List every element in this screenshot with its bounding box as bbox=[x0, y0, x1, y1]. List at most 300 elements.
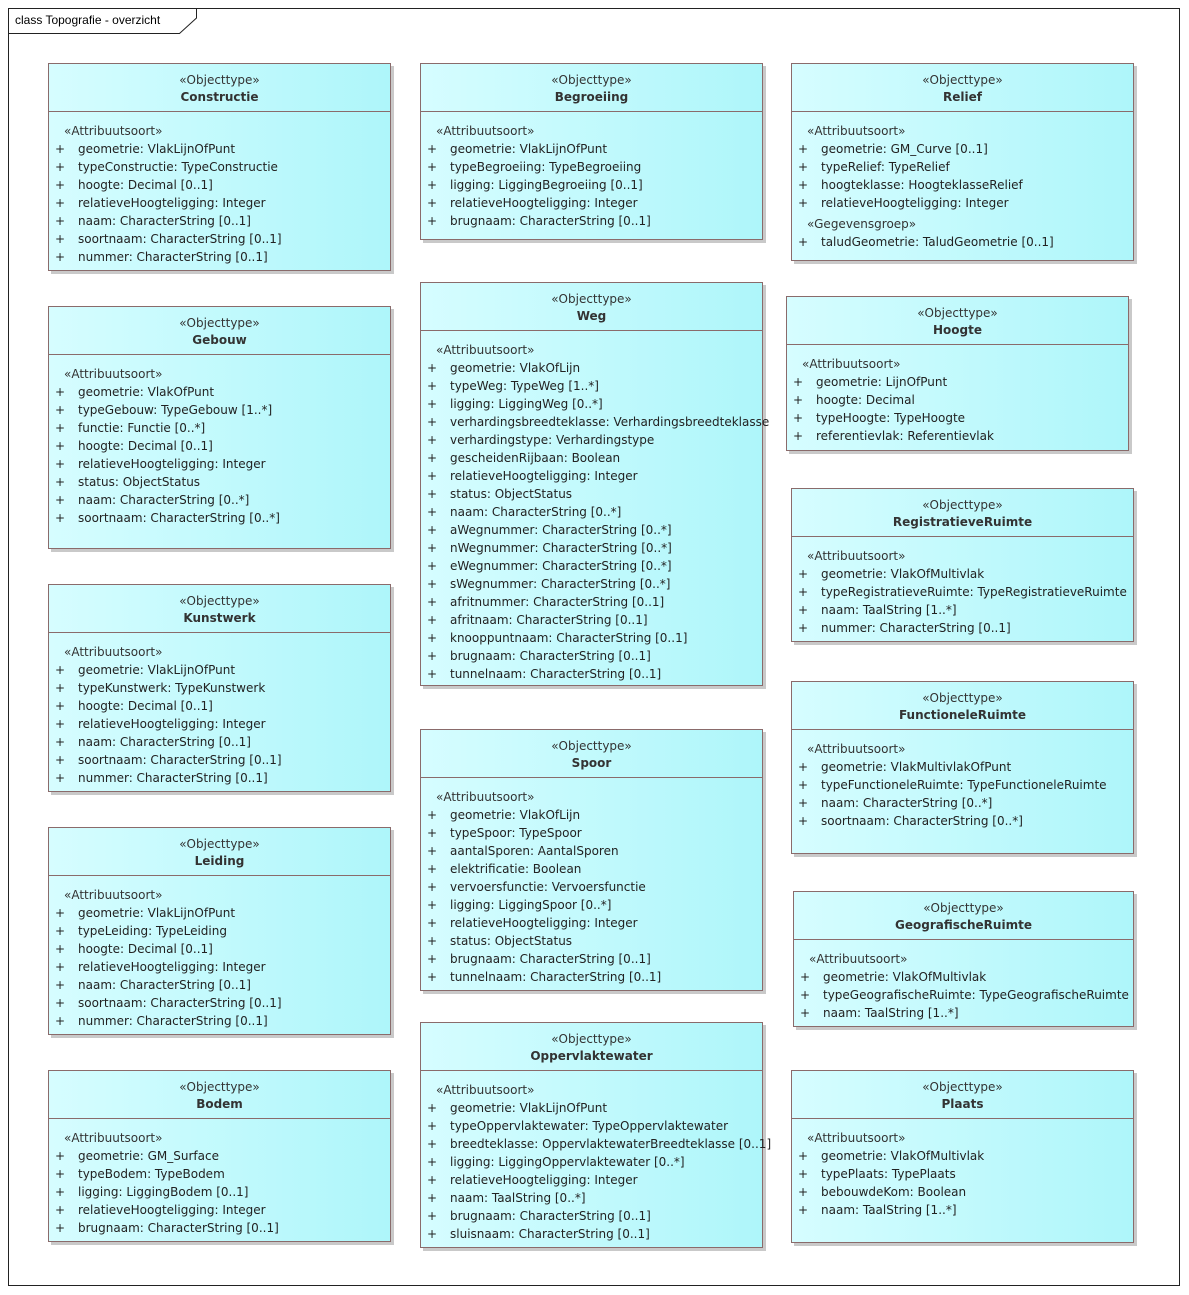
visibility-marker: + bbox=[798, 621, 809, 635]
visibility-marker: + bbox=[427, 559, 438, 573]
visibility-marker: + bbox=[427, 898, 438, 912]
attribute-row bbox=[787, 427, 1128, 445]
visibility-marker: + bbox=[55, 1221, 66, 1235]
visibility-marker: + bbox=[427, 379, 438, 393]
visibility-marker: + bbox=[427, 1191, 438, 1205]
visibility-marker: + bbox=[55, 511, 66, 525]
attribute-row bbox=[421, 1207, 762, 1225]
visibility-marker: + bbox=[427, 433, 438, 447]
attribute-row bbox=[421, 914, 762, 932]
visibility-marker: + bbox=[427, 667, 438, 681]
attribute-row bbox=[792, 233, 1133, 251]
attribute-group-label: «Gegevensgroep» bbox=[807, 217, 917, 231]
visibility-marker: + bbox=[427, 505, 438, 519]
attribute-text: hoogte: Decimal [0..1] bbox=[78, 942, 213, 956]
class-header bbox=[792, 64, 1133, 112]
attribute-text: verhardingsbreedteklasse: Verhardingsbreedteklasse bbox=[450, 415, 770, 429]
diagram-title: class Topografie - overzicht bbox=[15, 13, 161, 27]
attribute-row bbox=[792, 794, 1133, 812]
visibility-marker: + bbox=[427, 1101, 438, 1115]
attribute-row bbox=[421, 413, 770, 431]
visibility-marker: + bbox=[55, 160, 66, 174]
visibility-marker: + bbox=[793, 393, 804, 407]
attribute-row bbox=[49, 661, 390, 679]
attribute-row bbox=[421, 806, 762, 824]
visibility-marker: + bbox=[427, 469, 438, 483]
visibility-marker: + bbox=[55, 717, 66, 731]
attribute-text: geometrie: VlakOfMultivlak bbox=[821, 1149, 985, 1163]
visibility-marker: + bbox=[427, 862, 438, 876]
attribute-row bbox=[49, 176, 390, 194]
stereotype-label: «Objecttype» bbox=[551, 73, 632, 87]
attribute-text: nummer: CharacterString [0..1] bbox=[821, 621, 1011, 635]
attribute-text: breedteklasse: OppervlaktewaterBreedteklasse [0..1] bbox=[450, 1137, 772, 1151]
attribute-text: ligging: LiggingWeg [0..*] bbox=[450, 397, 603, 411]
visibility-marker: + bbox=[798, 1185, 809, 1199]
attribute-group-label: «Attribuutsoort» bbox=[64, 367, 163, 381]
attribute-row bbox=[49, 194, 390, 212]
attribute-compartment bbox=[794, 940, 1133, 1022]
attribute-text: typeFunctioneleRuimte: TypeFunctioneleRuimte bbox=[821, 778, 1107, 792]
attribute-row bbox=[49, 248, 390, 266]
attribute-row bbox=[421, 158, 762, 176]
attribute-row bbox=[49, 751, 390, 769]
attribute-text: soortnaam: CharacterString [0..*] bbox=[821, 814, 1023, 828]
stereotype-label: «Objecttype» bbox=[179, 73, 260, 87]
class-name: Kunstwerk bbox=[183, 611, 256, 625]
class-name: Plaats bbox=[941, 1097, 984, 1111]
attribute-compartment bbox=[49, 633, 390, 787]
visibility-marker: + bbox=[55, 232, 66, 246]
attribute-text: typeRelief: TypeRelief bbox=[821, 160, 950, 174]
attribute-compartment bbox=[49, 355, 390, 527]
visibility-marker: + bbox=[55, 753, 66, 767]
attribute-row bbox=[421, 878, 762, 896]
class-geografische-ruimte[interactable] bbox=[793, 891, 1134, 1027]
stereotype-label: «Objecttype» bbox=[179, 1080, 260, 1094]
attribute-row bbox=[421, 1099, 762, 1117]
attribute-row bbox=[49, 437, 390, 455]
attribute-row bbox=[787, 373, 1128, 391]
visibility-marker: + bbox=[55, 142, 66, 156]
attribute-row bbox=[421, 1225, 762, 1243]
visibility-marker: + bbox=[427, 1155, 438, 1169]
attribute-compartment bbox=[421, 112, 762, 230]
visibility-marker: + bbox=[55, 439, 66, 453]
attribute-text: hoogte: Decimal bbox=[816, 393, 915, 407]
visibility-marker: + bbox=[55, 663, 66, 677]
attribute-row bbox=[49, 401, 390, 419]
attribute-text: status: ObjectStatus bbox=[78, 475, 201, 489]
attribute-text: geometrie: VlakLijnOfPunt bbox=[450, 142, 608, 156]
attribute-row bbox=[49, 383, 390, 401]
attribute-row bbox=[49, 697, 390, 715]
attribute-text: naam: TaalString [1..*] bbox=[821, 1203, 957, 1217]
class-header bbox=[792, 1071, 1133, 1119]
class-kunstwerk[interactable] bbox=[48, 584, 391, 792]
attribute-row bbox=[421, 521, 762, 539]
attribute-text: naam: TaalString [1..*] bbox=[821, 603, 957, 617]
attribute-row bbox=[794, 1004, 1133, 1022]
attribute-compartment bbox=[421, 1071, 772, 1243]
class-name: Bodem bbox=[196, 1097, 243, 1111]
attribute-text: relatieveHoogteligging: Integer bbox=[78, 960, 266, 974]
class-constructie[interactable] bbox=[48, 63, 391, 271]
attribute-compartment bbox=[792, 537, 1133, 637]
visibility-marker: + bbox=[793, 411, 804, 425]
visibility-marker: + bbox=[798, 178, 809, 192]
visibility-marker: + bbox=[55, 1149, 66, 1163]
visibility-marker: + bbox=[55, 924, 66, 938]
attribute-text: naam: CharacterString [0..1] bbox=[78, 214, 251, 228]
attribute-text: relatieveHoogteligging: Integer bbox=[450, 916, 638, 930]
attribute-row bbox=[421, 467, 762, 485]
attribute-row bbox=[421, 359, 762, 377]
attribute-text: geometrie: VlakLijnOfPunt bbox=[78, 142, 236, 156]
visibility-marker: + bbox=[427, 1119, 438, 1133]
attribute-row bbox=[421, 449, 762, 467]
attribute-text: naam: TaalString [0..*] bbox=[450, 1191, 586, 1205]
visibility-marker: + bbox=[427, 142, 438, 156]
attribute-text: typeGebouw: TypeGebouw [1..*] bbox=[78, 403, 273, 417]
attribute-row bbox=[49, 158, 390, 176]
attribute-text: geometrie: VlakMultivlakOfPunt bbox=[821, 760, 1012, 774]
visibility-marker: + bbox=[427, 487, 438, 501]
attribute-text: geometrie: VlakLijnOfPunt bbox=[78, 663, 236, 677]
attribute-row bbox=[49, 1012, 390, 1030]
attribute-text: relatieveHoogteligging: Integer bbox=[450, 196, 638, 210]
class-name: Hoogte bbox=[933, 323, 982, 337]
stereotype-label: «Objecttype» bbox=[551, 739, 632, 753]
attribute-compartment bbox=[421, 331, 770, 683]
attribute-text: relatieveHoogteligging: Integer bbox=[450, 469, 638, 483]
attribute-text: nWegnummer: CharacterString [0..*] bbox=[450, 541, 672, 555]
visibility-marker: + bbox=[798, 160, 809, 174]
attribute-text: typeLeiding: TypeLeiding bbox=[78, 924, 227, 938]
visibility-marker: + bbox=[55, 214, 66, 228]
attribute-text: geometrie: GM_Surface bbox=[78, 1149, 219, 1163]
stereotype-label: «Objecttype» bbox=[179, 837, 260, 851]
class-begroeiing[interactable] bbox=[420, 63, 763, 240]
visibility-marker: + bbox=[55, 1167, 66, 1181]
visibility-marker: + bbox=[427, 1173, 438, 1187]
attribute-row bbox=[421, 968, 762, 986]
attribute-row bbox=[792, 1147, 1133, 1165]
attribute-text: naam: CharacterString [0..*] bbox=[78, 493, 250, 507]
attribute-row bbox=[421, 503, 762, 521]
attribute-text: hoogte: Decimal [0..1] bbox=[78, 439, 213, 453]
attribute-row bbox=[794, 968, 1133, 986]
attribute-row bbox=[421, 140, 762, 158]
class-name: FunctioneleRuimte bbox=[898, 708, 1027, 722]
visibility-marker: + bbox=[427, 451, 438, 465]
attribute-row bbox=[421, 176, 762, 194]
visibility-marker: + bbox=[427, 415, 438, 429]
attribute-row bbox=[421, 377, 762, 395]
attribute-text: soortnaam: CharacterString [0..*] bbox=[78, 511, 280, 525]
visibility-marker: + bbox=[798, 567, 809, 581]
attribute-row bbox=[49, 230, 390, 248]
attribute-compartment bbox=[49, 112, 390, 266]
visibility-marker: + bbox=[427, 361, 438, 375]
attribute-text: nummer: CharacterString [0..1] bbox=[78, 1014, 268, 1028]
attribute-text: sluisnaam: CharacterString [0..1] bbox=[450, 1227, 650, 1241]
attribute-row bbox=[421, 431, 762, 449]
attribute-text: geometrie: LijnOfPunt bbox=[816, 375, 948, 389]
class-header bbox=[49, 64, 390, 112]
class-header bbox=[792, 682, 1133, 730]
attribute-text: naam: CharacterString [0..1] bbox=[78, 735, 251, 749]
class-header bbox=[792, 489, 1133, 537]
attribute-compartment bbox=[49, 1119, 390, 1237]
attribute-row bbox=[49, 1201, 390, 1219]
attribute-row bbox=[49, 419, 390, 437]
attribute-text: geometrie: VlakOfLijn bbox=[450, 361, 581, 375]
attribute-text: typeConstructie: TypeConstructie bbox=[78, 160, 278, 174]
attribute-row bbox=[49, 140, 390, 158]
visibility-marker: + bbox=[55, 475, 66, 489]
visibility-marker: + bbox=[55, 978, 66, 992]
attribute-row bbox=[49, 976, 390, 994]
visibility-marker: + bbox=[427, 397, 438, 411]
class-leiding[interactable] bbox=[48, 827, 391, 1035]
class-name: Gebouw bbox=[192, 333, 247, 347]
attribute-compartment bbox=[421, 778, 762, 986]
attribute-row bbox=[792, 1201, 1133, 1219]
attribute-text: typeGeografischeRuimte: TypeGeografischeRuimte bbox=[823, 988, 1129, 1002]
visibility-marker: + bbox=[55, 493, 66, 507]
attribute-text: typeRegistratieveRuimte: TypeRegistratieveRuimte bbox=[821, 585, 1127, 599]
attribute-compartment bbox=[792, 1119, 1133, 1219]
attribute-text: aWegnummer: CharacterString [0..*] bbox=[450, 523, 672, 537]
attribute-text: ligging: LiggingBegroeiing [0..1] bbox=[450, 178, 643, 192]
attribute-text: typeKunstwerk: TypeKunstwerk bbox=[78, 681, 266, 695]
attribute-row bbox=[792, 776, 1133, 794]
attribute-text: typeBodem: TypeBodem bbox=[78, 1167, 225, 1181]
attribute-text: referentievlak: Referentievlak bbox=[816, 429, 994, 443]
visibility-marker: + bbox=[800, 988, 811, 1002]
visibility-marker: + bbox=[427, 577, 438, 591]
attribute-row bbox=[49, 994, 390, 1012]
visibility-marker: + bbox=[427, 214, 438, 228]
class-name: Constructie bbox=[180, 90, 259, 104]
visibility-marker: + bbox=[798, 235, 809, 249]
visibility-marker: + bbox=[427, 649, 438, 663]
attribute-row bbox=[49, 1183, 390, 1201]
attribute-group-label: «Attribuutsoort» bbox=[436, 124, 535, 138]
attribute-row bbox=[49, 940, 390, 958]
class-oppervlaktewater[interactable] bbox=[420, 1022, 772, 1248]
attribute-row bbox=[49, 922, 390, 940]
attribute-text: ligging: LiggingOppervlaktewater [0..*] bbox=[450, 1155, 685, 1169]
attribute-text: typePlaats: TypePlaats bbox=[821, 1167, 956, 1181]
class-gebouw[interactable] bbox=[48, 306, 391, 549]
attribute-text: knooppuntnaam: CharacterString [0..1] bbox=[450, 631, 688, 645]
visibility-marker: + bbox=[55, 250, 66, 264]
visibility-marker: + bbox=[427, 916, 438, 930]
visibility-marker: + bbox=[793, 375, 804, 389]
attribute-text: relatieveHoogteligging: Integer bbox=[78, 1203, 266, 1217]
class-weg[interactable] bbox=[420, 282, 770, 686]
attribute-row bbox=[792, 1165, 1133, 1183]
stereotype-label: «Objecttype» bbox=[917, 306, 998, 320]
visibility-marker: + bbox=[55, 1014, 66, 1028]
stereotype-label: «Objecttype» bbox=[922, 691, 1003, 705]
class-name: Oppervlaktewater bbox=[530, 1049, 653, 1063]
visibility-marker: + bbox=[55, 996, 66, 1010]
attribute-row bbox=[49, 679, 390, 697]
attribute-text: typeOppervlaktewater: TypeOppervlaktewater bbox=[450, 1119, 729, 1133]
attribute-text: ligging: LiggingBodem [0..1] bbox=[78, 1185, 249, 1199]
class-name: RegistratieveRuimte bbox=[892, 515, 1033, 529]
attribute-text: hoogteklasse: HoogteklasseRelief bbox=[821, 178, 1023, 192]
attribute-row bbox=[421, 824, 762, 842]
visibility-marker: + bbox=[427, 196, 438, 210]
attribute-text: naam: CharacterString [0..*] bbox=[450, 505, 622, 519]
attribute-text: brugnaam: CharacterString [0..1] bbox=[450, 214, 651, 228]
attribute-row bbox=[421, 557, 762, 575]
attribute-text: ligging: LiggingSpoor [0..*] bbox=[450, 898, 612, 912]
visibility-marker: + bbox=[427, 1209, 438, 1223]
class-relief[interactable] bbox=[791, 63, 1134, 261]
attribute-text: brugnaam: CharacterString [0..1] bbox=[450, 649, 651, 663]
visibility-marker: + bbox=[427, 178, 438, 192]
attribute-group-label: «Attribuutsoort» bbox=[807, 124, 906, 138]
visibility-marker: + bbox=[55, 1185, 66, 1199]
visibility-marker: + bbox=[793, 429, 804, 443]
attribute-text: naam: CharacterString [0..1] bbox=[78, 978, 251, 992]
attribute-group-label: «Attribuutsoort» bbox=[807, 549, 906, 563]
attribute-row bbox=[421, 647, 762, 665]
attribute-text: geometrie: VlakLijnOfPunt bbox=[450, 1101, 608, 1115]
visibility-marker: + bbox=[427, 826, 438, 840]
attribute-group-label: «Attribuutsoort» bbox=[436, 790, 535, 804]
attribute-text: geometrie: VlakOfLijn bbox=[450, 808, 581, 822]
visibility-marker: + bbox=[55, 771, 66, 785]
attribute-row bbox=[787, 391, 1128, 409]
attribute-group-label: «Attribuutsoort» bbox=[802, 357, 901, 371]
attribute-row bbox=[421, 896, 762, 914]
attribute-row bbox=[49, 904, 390, 922]
visibility-marker: + bbox=[798, 603, 809, 617]
attribute-text: bebouwdeKom: Boolean bbox=[821, 1185, 967, 1199]
attribute-text: typeSpoor: TypeSpoor bbox=[450, 826, 582, 840]
attribute-text: geometrie: VlakOfMultivlak bbox=[821, 567, 985, 581]
visibility-marker: + bbox=[427, 934, 438, 948]
attribute-text: relatieveHoogteligging: Integer bbox=[78, 457, 266, 471]
attribute-group-label: «Attribuutsoort» bbox=[809, 952, 908, 966]
attribute-text: hoogte: Decimal [0..1] bbox=[78, 178, 213, 192]
class-header bbox=[794, 892, 1133, 940]
attribute-row bbox=[421, 611, 762, 629]
class-hoogte[interactable] bbox=[786, 296, 1129, 451]
visibility-marker: + bbox=[427, 808, 438, 822]
diagram-frame-tab bbox=[9, 9, 197, 33]
class-registratieve-ruimte[interactable] bbox=[791, 488, 1134, 642]
class-name: Begroeiing bbox=[554, 90, 629, 104]
attribute-compartment bbox=[792, 112, 1133, 251]
attribute-text: naam: TaalString [1..*] bbox=[823, 1006, 959, 1020]
visibility-marker: + bbox=[798, 1149, 809, 1163]
class-plaats[interactable] bbox=[791, 1070, 1134, 1243]
class-bodem[interactable] bbox=[48, 1070, 391, 1242]
visibility-marker: + bbox=[427, 541, 438, 555]
attribute-row bbox=[421, 485, 762, 503]
attribute-text: soortnaam: CharacterString [0..1] bbox=[78, 753, 282, 767]
visibility-marker: + bbox=[800, 970, 811, 984]
attribute-text: soortnaam: CharacterString [0..1] bbox=[78, 996, 282, 1010]
attribute-row bbox=[49, 455, 390, 473]
stereotype-label: «Objecttype» bbox=[551, 1032, 632, 1046]
attribute-text: afritnaam: CharacterString [0..1] bbox=[450, 613, 648, 627]
class-header bbox=[49, 307, 390, 355]
attribute-row bbox=[421, 212, 762, 230]
attribute-row bbox=[792, 601, 1133, 619]
attribute-group-label: «Attribuutsoort» bbox=[64, 124, 163, 138]
attribute-text: brugnaam: CharacterString [0..1] bbox=[450, 952, 651, 966]
attribute-text: brugnaam: CharacterString [0..1] bbox=[450, 1209, 651, 1223]
visibility-marker: + bbox=[798, 196, 809, 210]
attribute-row bbox=[792, 1183, 1133, 1201]
attribute-text: relatieveHoogteligging: Integer bbox=[78, 717, 266, 731]
stereotype-label: «Objecttype» bbox=[922, 498, 1003, 512]
attribute-row bbox=[421, 539, 762, 557]
attribute-text: relatieveHoogteligging: Integer bbox=[450, 1173, 638, 1187]
visibility-marker: + bbox=[798, 1203, 809, 1217]
class-name: Relief bbox=[943, 90, 982, 104]
attribute-compartment bbox=[787, 345, 1128, 445]
visibility-marker: + bbox=[427, 631, 438, 645]
attribute-text: typeWeg: TypeWeg [1..*] bbox=[450, 379, 599, 393]
attribute-row bbox=[49, 473, 390, 491]
visibility-marker: + bbox=[55, 178, 66, 192]
class-header bbox=[421, 1023, 762, 1071]
attribute-text: tunnelnaam: CharacterString [0..1] bbox=[450, 970, 662, 984]
class-functionele-ruimte[interactable] bbox=[791, 681, 1134, 854]
attribute-text: hoogte: Decimal [0..1] bbox=[78, 699, 213, 713]
attribute-text: gescheidenRijbaan: Boolean bbox=[450, 451, 621, 465]
class-spoor[interactable] bbox=[420, 729, 763, 991]
attribute-text: sWegnummer: CharacterString [0..*] bbox=[450, 577, 671, 591]
attribute-text: functie: Functie [0..*] bbox=[78, 421, 206, 435]
attribute-text: naam: CharacterString [0..*] bbox=[821, 796, 993, 810]
attribute-row bbox=[49, 958, 390, 976]
visibility-marker: + bbox=[55, 735, 66, 749]
attribute-text: taludGeometrie: TaludGeometrie [0..1] bbox=[821, 235, 1054, 249]
attribute-row bbox=[49, 1165, 390, 1183]
attribute-row bbox=[792, 194, 1133, 212]
attribute-group-label: «Attribuutsoort» bbox=[64, 888, 163, 902]
visibility-marker: + bbox=[427, 160, 438, 174]
visibility-marker: + bbox=[800, 1006, 811, 1020]
stereotype-label: «Objecttype» bbox=[179, 316, 260, 330]
visibility-marker: + bbox=[798, 814, 809, 828]
visibility-marker: + bbox=[427, 1137, 438, 1151]
visibility-marker: + bbox=[798, 585, 809, 599]
attribute-compartment bbox=[792, 730, 1133, 830]
attribute-row bbox=[421, 1135, 772, 1153]
visibility-marker: + bbox=[427, 1227, 438, 1241]
visibility-marker: + bbox=[798, 796, 809, 810]
attribute-text: geometrie: VlakOfPunt bbox=[78, 385, 215, 399]
attribute-row bbox=[792, 758, 1133, 776]
class-name: Weg bbox=[576, 309, 607, 323]
attribute-row bbox=[421, 1117, 762, 1135]
class-header bbox=[49, 1071, 390, 1119]
attribute-row bbox=[49, 769, 390, 787]
attribute-text: status: ObjectStatus bbox=[450, 487, 573, 501]
attribute-text: typeBegroeiing: TypeBegroeiing bbox=[450, 160, 642, 174]
